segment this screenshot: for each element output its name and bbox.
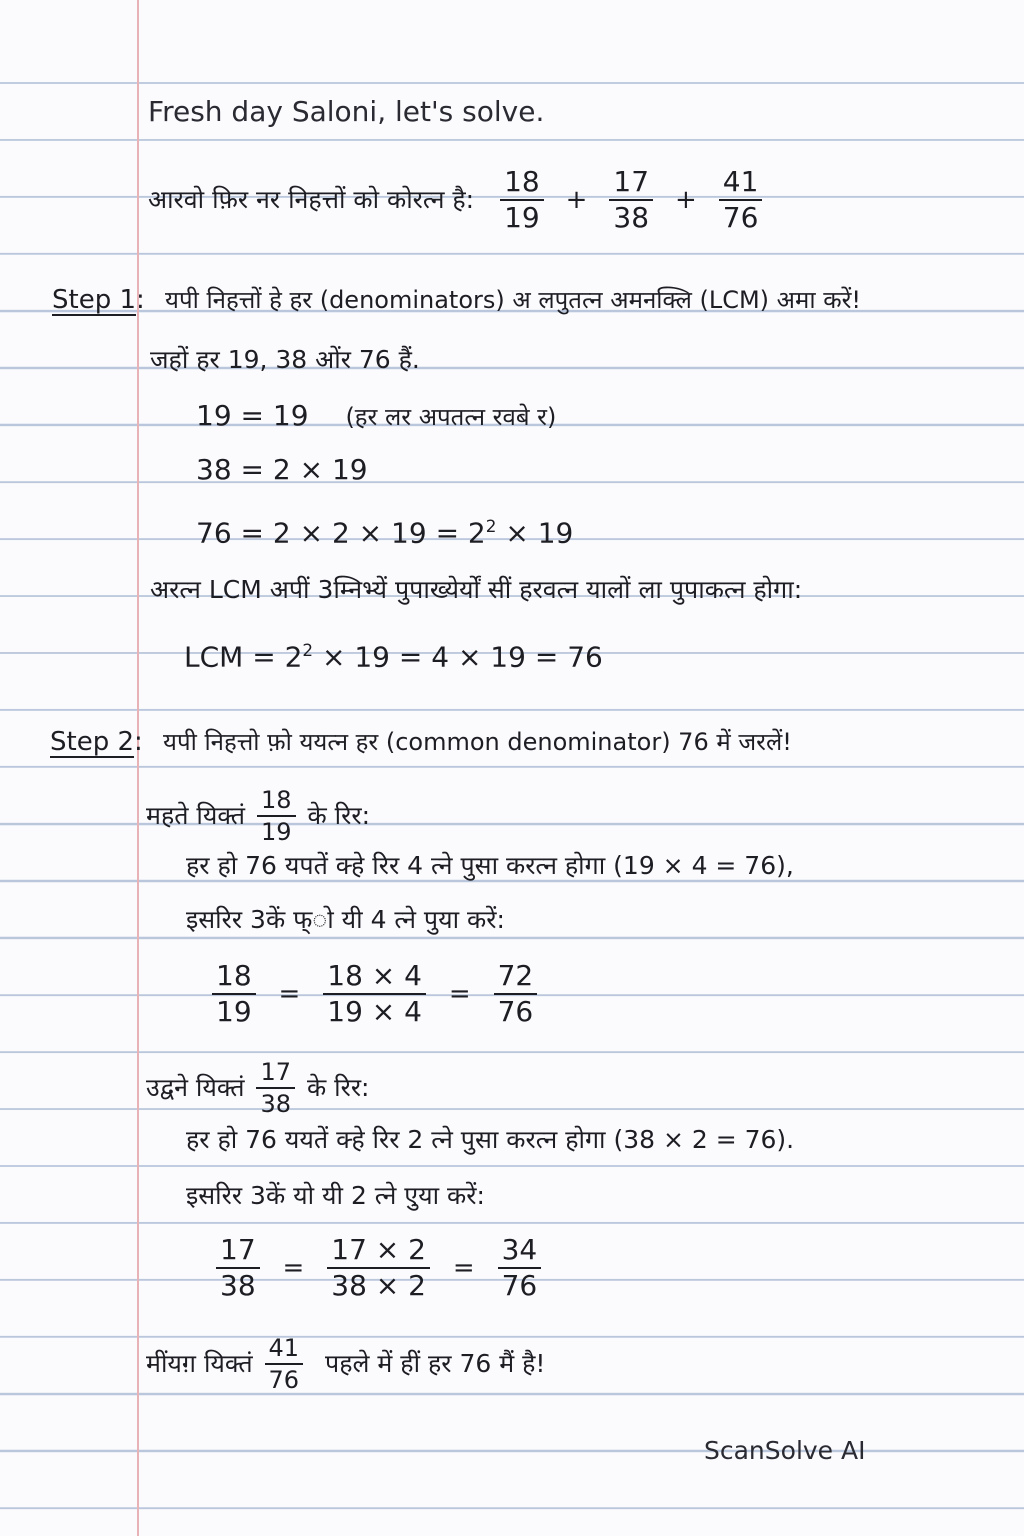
step1-title: यपी निहत्तों हे हर (denominators) अ लपुतत्न अमनक्लि (LCM) अमा करें! <box>165 286 862 314</box>
second-fraction-heading: उद्वने यिक्तं $\frac{17}{38}$ के रिर: <box>146 1058 370 1118</box>
third-fraction-line: मींयग़ यिक्तं $\frac{41}{76}$ पहले में हीं हर 76 मैं है! <box>146 1334 546 1394</box>
problem-fraction-3: $\frac{41}{76}$ <box>719 168 763 232</box>
eq1-fraction-multiplied: $\frac{18 \times 4}{19 \times 4}$ <box>323 962 426 1026</box>
problem-intro-text: आरवो फ़िर नर निहत्तों को कोरत्न है: <box>148 185 475 214</box>
eq1-fraction-result: $\frac{72}{76}$ <box>494 962 538 1026</box>
first-fraction-instruction: इसरिर 3कें फ्ो यी 4 त्ने पुया करें: <box>186 905 505 934</box>
step2-title: यपी निहत्तो फ़ो ययत्न हर (common denominator) 76 में जरलें! <box>163 728 792 756</box>
notebook-margin-line <box>137 0 139 1536</box>
first-fraction-equation: $\frac{18}{19}$ = $\frac{18 \times 4}{19 \times 4}$ = $\frac{72}{76}$ <box>208 962 541 1026</box>
third-fraction: $\frac{41}{76}$ <box>265 1336 304 1392</box>
plus-sign: + <box>565 185 588 215</box>
step1-denominators-line: जहों हर 19, 38 ओंर 76 हैं. <box>150 345 420 374</box>
brand-watermark: ScanSolve AI <box>704 1436 866 1465</box>
eq1-fraction-original: $\frac{18}{19}$ <box>212 962 256 1026</box>
greeting: Fresh day Saloni, let's solve. <box>148 95 545 128</box>
eq2-fraction-result: $\frac{34}{76}$ <box>498 1236 542 1300</box>
lcm-result: LCM = $2^2 \times 19 = 4 \times 19 = 76$ <box>184 640 603 674</box>
step2-colon: : <box>134 727 143 757</box>
step2-label: Step 2 <box>50 727 135 757</box>
problem-fraction-1: $\frac{18}{19}$ <box>500 168 544 232</box>
eq2-fraction-original: $\frac{17}{38}$ <box>216 1236 260 1300</box>
second-fraction-equation: $\frac{17}{38}$ = $\frac{17 \times 2}{38 \times 2}$ = $\frac{34}{76}$ <box>212 1236 545 1300</box>
step1-colon: : <box>136 285 145 315</box>
factor-19-note: (हर लर अपतत्न रवबे र) <box>345 403 557 431</box>
second-fraction-instruction: इसरिर 3कें यो यी 2 त्ने एुया करें: <box>186 1181 485 1210</box>
problem-statement <box>148 165 766 234</box>
step2-heading <box>50 726 792 758</box>
factor-76: $76 = 2 \times 2 \times 19 = 2^2 \times 19$ <box>196 516 574 550</box>
factor-19: 19 = 19 (हर लर अपतत्न रवबे र) <box>196 399 557 432</box>
plus-sign: + <box>675 185 697 215</box>
step1-label: Step 1 <box>52 285 137 315</box>
step1-heading <box>52 284 861 316</box>
first-fraction: $\frac{18}{19}$ <box>257 788 296 844</box>
eq2-fraction-multiplied: $\frac{17 \times 2}{38 \times 2}$ <box>327 1236 430 1300</box>
first-fraction-explanation: हर हो 76 यपतें क्हे रिर 4 त्ने पुसा करत्न होगा (19 × 4 = 76), <box>186 851 794 880</box>
factor-38: 38 = 2 × 19 <box>196 453 368 486</box>
second-fraction: $\frac{17}{38}$ <box>256 1060 295 1116</box>
first-fraction-heading: महते यिक्तं $\frac{18}{19}$ के रिर: <box>146 786 371 846</box>
lcm-intro: अरत्न LCM अपीं 3म्निभ्यें पुपाख्येर्यों सीं हरवत्न यालों ला पुपाकत्न होगा: <box>150 575 803 604</box>
problem-fraction-2: $\frac{17}{38}$ <box>609 168 653 232</box>
second-fraction-explanation: हर हो 76 ययतें क्हे रिर 2 त्ने पुसा करत्न होगा (38 × 2 = 76). <box>186 1125 795 1154</box>
